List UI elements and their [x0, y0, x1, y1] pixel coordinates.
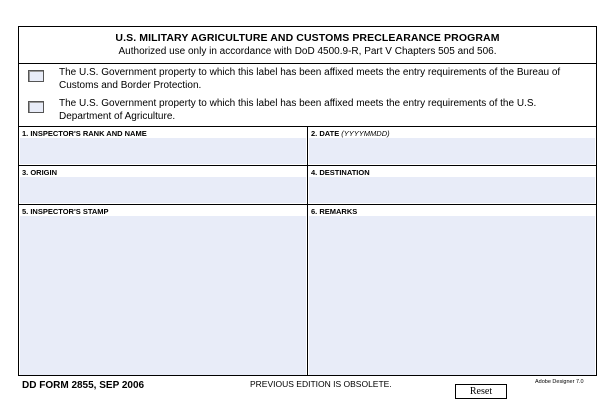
origin-input[interactable] — [20, 177, 306, 203]
agriculture-checkbox[interactable] — [28, 101, 44, 113]
reset-button[interactable]: Reset — [455, 384, 507, 399]
customs-checkbox[interactable] — [28, 70, 44, 82]
date-field — [308, 127, 596, 165]
rank-name-field — [19, 127, 307, 165]
dd-form-2855 — [18, 26, 597, 376]
stamp-label: 5. INSPECTOR'S STAMP — [22, 207, 109, 216]
stamp-input[interactable] — [20, 216, 306, 375]
destination-input[interactable] — [309, 177, 595, 203]
rank-name-label: 1. INSPECTOR'S RANK AND NAME — [22, 129, 147, 138]
software-note: Adobe Designer 7.0 — [535, 379, 584, 385]
remarks-input[interactable] — [309, 216, 595, 375]
date-label-text: 2. DATE — [311, 129, 340, 138]
origin-label: 3. ORIGIN — [22, 168, 58, 177]
form-header — [19, 27, 596, 64]
destination-field — [308, 166, 596, 204]
date-input[interactable] — [309, 138, 595, 164]
rank-name-input[interactable] — [20, 138, 306, 164]
customs-check-row — [19, 65, 596, 95]
form-title: U.S. MILITARY AGRICULTURE AND CUSTOMS PRECLEARANCE PROGRAM — [115, 32, 500, 44]
form-id: DD FORM 2855, SEP 2006 — [22, 380, 145, 391]
form-subtitle: Authorized use only in accordance with DoD 4500.9-R, Part V Chapters 505 and 506. — [118, 46, 497, 57]
stamp-field — [19, 205, 307, 376]
agriculture-check-text: The U.S. Government property to which this label has been affixed meets the entry requirements of the U.S. Department of Agriculture. — [59, 98, 537, 122]
date-label — [311, 129, 390, 138]
date-format-hint: (YYYYMMDD) — [341, 129, 390, 138]
remarks-label: 6. REMARKS — [311, 207, 358, 216]
agriculture-check-row — [19, 96, 596, 126]
destination-label: 4. DESTINATION — [311, 168, 370, 177]
edition-note: PREVIOUS EDITION IS OBSOLETE. — [250, 379, 392, 389]
origin-field — [19, 166, 307, 204]
remarks-field — [308, 205, 596, 376]
customs-check-text: The U.S. Government property to which this label has been affixed meets the entry requirements of the Bureau of Customs and Border Protection. — [59, 67, 561, 91]
